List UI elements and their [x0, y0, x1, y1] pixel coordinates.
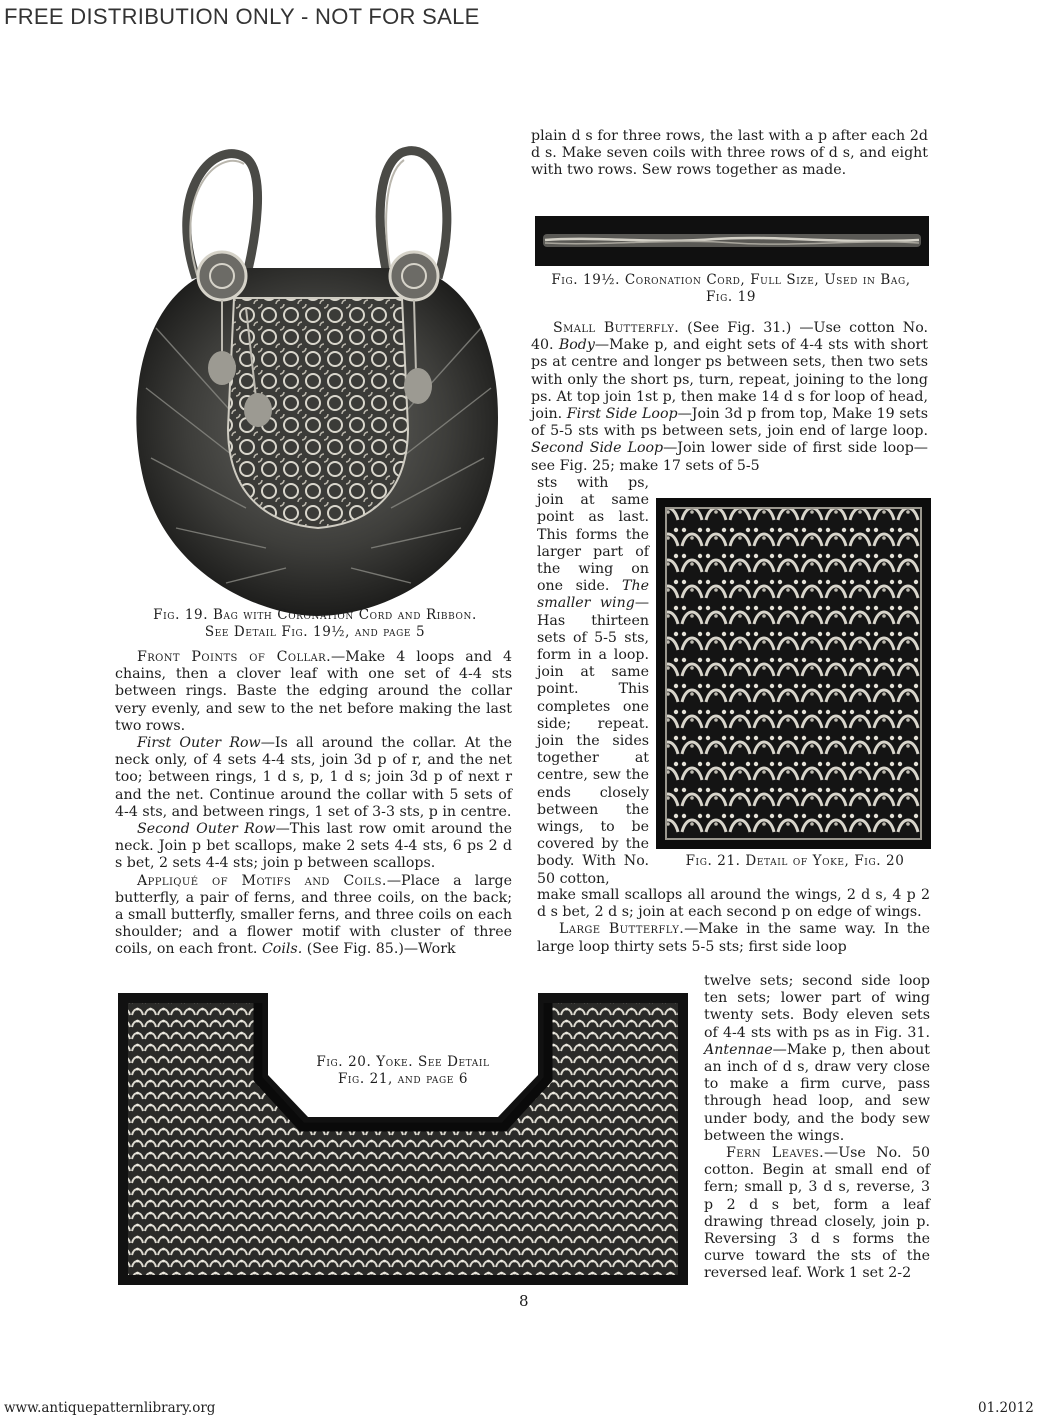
large-butterfly-body-b: twelve sets; second side loop ten sets; lower part of wing twenty sets. Body eleven sets of 4-4 sts with ps as in Fig. 31. [704, 973, 930, 1041]
small-butterfly-after-text: make small scallops all around the wings, 2 d s, 4 p 2 d s bet, 2 d s; join at each second p on edge of wings. [537, 887, 930, 921]
fig21-yoke-detail-image [656, 498, 931, 849]
fig20-caption [280, 1054, 526, 1088]
small-butterfly-narrow-column [537, 475, 649, 888]
paragraph-fern-leaves [704, 1145, 930, 1283]
front-points-body: —Make 4 loops and 4 chains, then a clover leaf with one set of 4-4 sts between rings. Baste the edging around the collar very evenly, and sew to the net before making the last two rows. [115, 649, 513, 734]
paragraph-first-outer-row [115, 735, 512, 821]
fig20-yoke-image [118, 993, 688, 1285]
right-top-paragraph [531, 128, 928, 180]
fig19half-caption-line2: Fig. 19 [705, 289, 757, 305]
heading-antennae: Antennae [704, 1041, 773, 1058]
heading-applique: Appliqué of Motifs and Coils. [137, 872, 387, 889]
heading-large-butterfly: Large Butterfly. [559, 921, 685, 938]
heading-second-outer-row: Second Outer Row [137, 821, 276, 838]
fig21-caption [655, 853, 935, 870]
footer-date: 01.2012 [978, 1400, 1034, 1416]
paragraph-second-outer-row [115, 821, 512, 873]
fig20-caption-line1: Fig. 20. Yoke. See Detail [316, 1054, 490, 1070]
coils-continuation: plain d s for three rows, the last with a p after each 2d d s. Make seven coils with three rows of d s, and eight with two rows. Sew rows together as made. [531, 128, 928, 179]
large-butterfly-body-c: —Make p, then about an inch of d s, draw very close to make a firm curve, pass through head loop, and sew under body, and the body sew between the wings. [704, 1041, 930, 1144]
small-butterfly-narrow-a: sts with ps, join at same point as last. This forms the larger part of the wing on one side. [537, 475, 649, 595]
heading-front-points: Front Points of Collar. [137, 649, 331, 665]
fig19-caption-line2: See Detail Fig. 19½, and page 5 [204, 624, 426, 640]
fig19-bag-image [126, 128, 508, 618]
fig21-caption-text: Fig. 21. Detail of Yoke, Fig. 20 [685, 853, 905, 869]
distribution-banner: FREE DISTRIBUTION ONLY - NOT FOR SALE [4, 4, 480, 29]
paragraph-front-points [115, 649, 512, 735]
fig19-caption [110, 607, 520, 641]
heading-fern-leaves: Fern Leaves. [726, 1145, 824, 1162]
small-butterfly-body-d: —Join lower side of first side loop—see Fig. 25; make 17 sets of 5-5 [531, 440, 928, 474]
second-outer-row-body: —This last row omit around the neck. Join p bet scallops, make 2 sets 4-4 sts, 6 ps 2 d s bet, 2 sets 4-4 sts; join p between scallops. [115, 821, 513, 872]
footer-url[interactable]: www.antiquepatternlibrary.org [4, 1400, 216, 1416]
fig20-caption-line2: Fig. 21, and page 6 [337, 1071, 469, 1087]
heading-body: Body [558, 337, 595, 354]
small-butterfly-body-a: (See Fig. 31.) —Use cotton No. 40. [531, 320, 928, 354]
small-butterfly-after [537, 887, 930, 956]
large-butterfly-body-a: —Make in the same way. In the large loop thirty sets 5-5 sts; first side loop [537, 921, 930, 955]
fig19half-cord-image [535, 216, 929, 266]
heading-small-butterfly: Small Butterfly. [553, 320, 680, 336]
heading-first-outer-row: First Outer Row [137, 735, 261, 752]
applique-body-a: —Place a large butterfly, a pair of ferns, and three coils, on the back; a small butterfly, smaller ferns, and three coils on each shoulder; and a flower motif with cluster of three coils, on each front. [115, 872, 513, 958]
small-butterfly-body-c: —Join 3d p from top, Make 19 sets of 5-5 sts with ps between sets, join end of large loop. [531, 406, 928, 440]
applique-body-b: (See Fig. 85.)—Work [306, 941, 456, 958]
page-number: 8 [519, 1292, 529, 1310]
heading-smaller-wing: The smaller wing [537, 578, 649, 612]
small-butterfly-body-b: —Make p, and eight sets of 4-4 sts with short ps at centre and longer ps between sets, then two sets with only the short ps, turn, repeat, joining to the long ps. At top join 1st p, then make 14 d s for loop of head, join. [531, 337, 929, 423]
left-column-text [115, 649, 512, 959]
large-butterfly-continued [704, 973, 930, 1145]
heading-second-side-loop: Second Side Loop [531, 440, 664, 457]
heading-first-side-loop: First Side Loop [566, 406, 678, 423]
first-outer-row-body: —Is all around the collar. At the neck only, of 4 sets 4-4 sts, join 3d p of r, and the net too; between rings, 1 d s, p, 1 d s; join 3d p of next r and the net. Continue around the collar with 5 sets of 4-4 sts, and between rings, 1 set of 3-3 sts, p in centre. [115, 735, 512, 820]
fig19half-caption [528, 272, 934, 306]
heading-coils: Coils. [261, 941, 303, 958]
right-narrow-column [704, 973, 930, 1283]
fig19half-caption-line1: Fig. 19½. Coronation Cord, Full Size, Used in Bag, [551, 272, 911, 288]
paragraph-applique [115, 873, 512, 959]
fig19-caption-line1: Fig. 19. Bag with Coronation Cord and Ribbon. [153, 607, 477, 623]
large-butterfly-first-lines [537, 921, 930, 955]
small-butterfly-paragraph [531, 320, 928, 475]
fern-leaves-body: —Use No. 50 cotton. Begin at small end of fern; small p, 3 d s, reverse, 3 p 2 d s bet, form a leaf drawing thread closely, join p. Reversing 3 d s forms the curve toward the sts of the reversed leaf. Work 1 set 2-2 [704, 1145, 930, 1282]
small-butterfly-narrow-b: —Has thirteen sets of 5-5 sts, form in a loop. join at same point. This completes one side; repeat. join the sides together at centre, sew the ends closely between the wings, to be covered by the body. With No. 50 cotton, [537, 595, 649, 887]
